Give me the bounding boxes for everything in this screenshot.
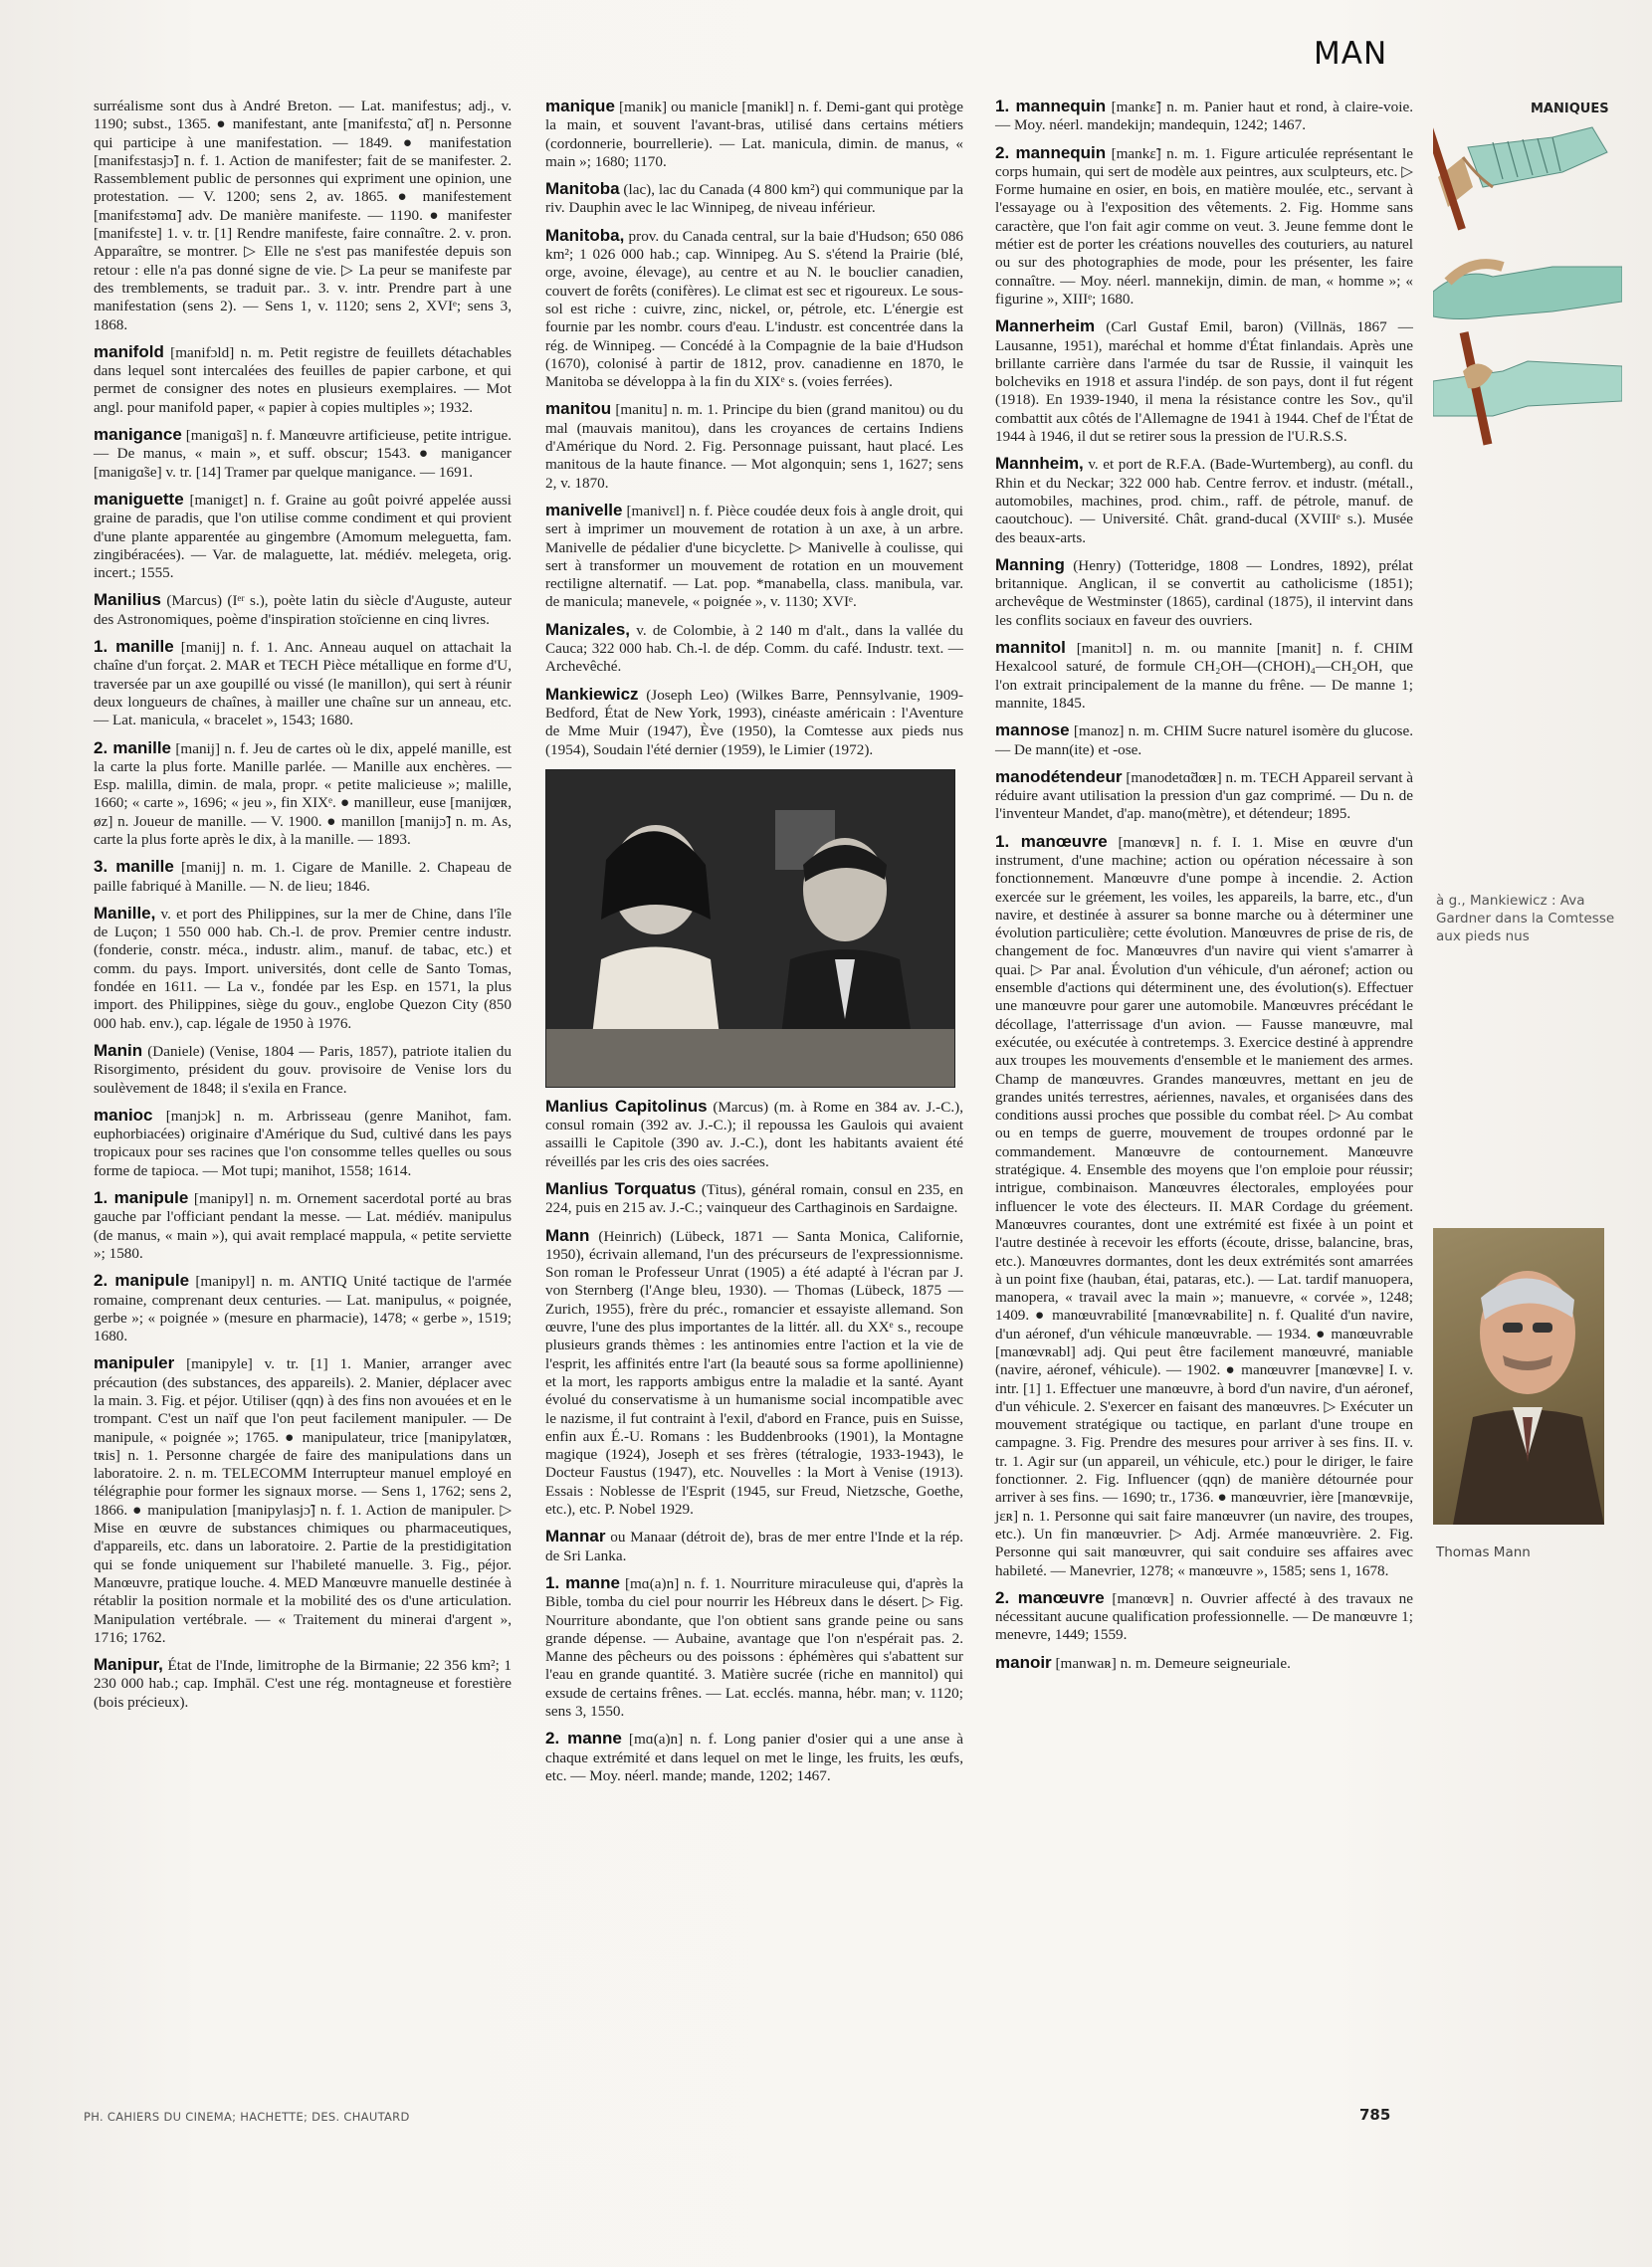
entry-headword: 2. manille <box>94 737 172 757</box>
entry-definition: [manigɑ̃s] n. f. Manœuvre artificieuse, petite intrigue. — De manus, « main », et suff. obscur; 1543. ● manigancer [manigɑ̃se] v. tr. [14] Tramer par quelque manigance. — 1691. <box>94 427 513 481</box>
entry-definition: v. et port des Philippines, sur la mer de Chine, dans l'île de Luçon; 1 550 000 hab. Ch.-l. de prov. Premier centre industr. (fonderie, constr. méca., industr. alim., manuf. de tabac, etc.) et comm. du pays. Import. universités, dont celle de Santo Tomas, fondée en 1611. — La v., fondée par les Esp. en 1571, la plus import. des Philippines, siège du gouv., englobe Quezon City (850 000 hab. env.), cap. légale de 1950 à 1976. <box>94 905 513 1032</box>
entry-headword: manigance <box>94 425 182 445</box>
entry-headword: Mannerheim <box>995 316 1096 336</box>
dictionary-entry <box>94 858 512 896</box>
dictionary-entry <box>545 502 963 612</box>
column-3 <box>995 98 1413 1682</box>
entry-headword: 3. manille <box>94 857 174 877</box>
dictionary-entry <box>94 591 512 629</box>
entry-definition: [manoz] n. m. CHIM Sucre naturel isomère du glucose. — De mann(ite) et -ose. <box>995 722 1413 758</box>
entry-headword: Manlius Capitolinus <box>545 1096 708 1116</box>
dictionary-entry <box>545 1227 963 1520</box>
entry-definition: [manjɔk] n. m. Arbrisseau (genre Manihot, fam. euphorbiacées) originaire d'Amérique du Sud, cultivé dans les pays tropicaux pour ses racines que l'on consomme telles quelles ou sous forme de tapioca. — Mot tupi; manihot, 1558; 1614. <box>94 1107 513 1179</box>
entry-headword: maniguette <box>94 489 184 509</box>
entry-headword: 1. mannequin <box>995 97 1107 115</box>
entry-headword: 1. manipule <box>94 1188 189 1208</box>
column-2 <box>545 98 963 1794</box>
dictionary-entry <box>94 98 512 334</box>
dictionary-entry <box>995 1654 1413 1673</box>
entry-headword: manodétendeur <box>995 766 1123 786</box>
entry-definition: [manij] n. f. 1. Anc. Anneau auquel on attachait la chaîne d'un forçat. 2. MAR et TECH Pièce métallique en forme d'U, traversée par un axe goupillé ou vissé (le manillon), qui sert à réunir deux longueurs de chaînes, à mailler une chaîne sur un anneau, etc. — Lat. manicula, « bracelet », 1543; 1680. <box>94 639 513 729</box>
entry-headword: 1. manille <box>94 637 174 657</box>
dictionary-entry <box>94 426 512 482</box>
entry-headword: manipuler <box>94 1353 175 1373</box>
dictionary-entry <box>995 721 1413 759</box>
dictionary-entry <box>995 455 1413 546</box>
entry-headword: manitou <box>545 399 612 419</box>
dictionary-entry <box>94 1042 512 1098</box>
entry-definition: [manitu] n. m. 1. Principe du bien (grand manitou) ou du mal (mauvais manitou), dans les croyances de certains Indiens d'Amérique du Nord. 2. Fig. Personnage puissant, haut placé. Les manitous de la haute finance. — Mot algonquin; sens 1, 1627; sens 2, v. 1870. <box>545 401 963 492</box>
entry-definition: [manwaʀ] n. m. Demeure seigneuriale. <box>1055 1654 1291 1672</box>
dictionary-entry <box>545 1730 963 1785</box>
dictionary-entry <box>995 317 1413 446</box>
entry-definition: [manifɔld] n. m. Petit registre de feuillets détachables dans lequel sont intercalées des feuilles de papier carbone, et qui permet de consigner des notes en plusieurs exemplaires. — Mot angl. pour manifold paper, « papier à copies multiples »; 1932. <box>94 343 513 416</box>
entry-definition: [manij] n. m. 1. Cigare de Manille. 2. Chapeau de paille fabriqué à Manille. — N. de lieu; 1846. <box>94 859 513 895</box>
entry-headword: manique <box>545 97 615 115</box>
entry-headword: Manizales, <box>545 619 631 639</box>
entry-definition: (Daniele) (Venise, 1804 — Paris, 1857), patriote italien du Risorgimento, président du gouv. provisoire de Venise lors du soulèvement de 1848; il s'exila en France. <box>94 1042 512 1097</box>
entry-headword: Mannheim, <box>995 454 1084 474</box>
entry-definition: [manigɛt] n. f. Graine au goût poivré appelée aussi graine de paradis, que l'on utilise comme condiment et qui provient d'une plante apparentée au gingembre (Amomum meleguetta, fam. zingibéracées). — Var. de malaguette, lat. médiév. melegeta, orig. incert.; 1555. <box>94 491 513 582</box>
dictionary-entry <box>545 400 963 492</box>
entry-headword: Mann <box>545 1225 590 1245</box>
entry-definition: (Joseph Leo) (Wilkes Barre, Pennsylvanie, 1909-Bedford, État de New York, 1993), cinéaste américain : l'Aventure de Mme Muir (1947), Ève (1950), la Comtesse aux pieds nus (1954), Soudain l'été dernier (1959), le Limier (1972). <box>545 686 964 758</box>
entry-headword: Manin <box>94 1040 143 1060</box>
dictionary-entry <box>94 905 512 1033</box>
thomas-mann-portrait <box>1433 1228 1604 1525</box>
entry-headword: 1. manne <box>545 1572 620 1592</box>
entry-definition: (Marcus) (Iᵉʳ s.), poète latin du siècle d'Auguste, auteur des Astronomiques, poème d'inspiration stoïcienne en cinq livres. <box>94 592 513 628</box>
entry-headword: Manning <box>995 554 1065 574</box>
dictionary-entry <box>94 1189 512 1263</box>
entry-definition: [manœvʀ] n. f. I. 1. Mise en œuvre d'un instrument, d'une machine; action ou opération nécessaire à son fonctionnement. Manœuvre d'une pompe à incendie. 2. Action exercée sur le gréement, les voiles, les appareils, la barre, etc., d'un navire, et destinée à assurer sa bonne marche ou à déterminer une évolution particulière; cette évolution. Manœuvres de prise de ris, de changement de foc. Manœuvres d'un navire qui vient s'amarrer à quai. ▷ Par anal. Évolution d'un véhicule, d'un aéronef; action ou ensemble d'actions qui déterminent une, des évolution(s). Effectuer une manœuvre pour garer une automobile. Manœuvres précédant le décollage, l'atterrissage d'un avion. — Fausse manœuvre, mal exécutée, ou exécutée à contretemps. 3. Exercice destiné à apprendre aux troupes les mouvements d'ensemble et le maniement des armes. Champ de manœuvres. Grandes manœuvres, mettant en jeu de grandes unités terrestres, aériennes, navales, et organisées dans des conditions aussi proches que possible du combat réel. ▷ Au combat ou en temps de guerre, mouvement de troupes ordonné par le commandement. Manœuvre de contournement. Manœuvre stratégique. 4. Ensemble des moyens que l'on emploie pour réussir; intrigue, combinaison. Manœuvres électorales, employées pour influencer le vote des électeurs. II. MAR Cordage du gréement. Manœuvres courantes, dont une extrémité est fixée à un point et l'autre destinée à recevoir les efforts (écoute, drisse, balancine, bras, etc.). Manœuvres dormantes, dont les deux extrémités sont amarrées à un point fixe (hauban, étai, pataras, etc.). — Lat. tardif manuopera, manopera, « travail avec la main »; manuevre, « corvée », 1248; 1409. ● manœuvrabilité [manœvʀabilite] n. f. Qualité d'un navire, d'un aéronef, d'un véhicule manœuvrable. — 1934. ● manœuvrable [manœvʀabl] adj. Qui peut être facilement manœuvré, maniable (navire, aéronef, véhicule). — 1902. ● manœuvrer [manœvʀe] I. v. intr. [1] 1. Effectuer une manœuvre, à bord d'un navire, d'un aéronef, d'un véhicule. 2. S'exercer en faisant des manœuvres. ▷ Exécuter un mouvement stratégique ou tactique, en parlant d'une troupe en campagne. 3. Fig. Prendre des mesures pour arriver à ses fins. II. v. tr. 1. Agir sur (un appareil, un véhicule, etc.) pour le diriger, le faire fonctionner. 2. Fig. Influencer (qqn) de manière détournée pour arriver à ses fins. — 1690; tr., 1736. ● manœuvrier, ière [manœvʀije, jɛʀ] n. 1. Personne qui sait faire manœuvrer (un navire, des troupes, etc.). Un fin manœuvrier. ▷ Adj. Armée manœuvrière. 2. Fig. Personne qui sait manœuvrer, qui sait conduire ses affaires avec habileté. — Manevrier, 1278; « manœuvre », 1585; sens 1, 1678. <box>995 833 1414 1579</box>
entry-definition: (Heinrich) (Lübeck, 1871 — Santa Monica, Californie, 1950), écrivain allemand, l'un des précurseurs de l'expressionnisme. Son roman le Professeur Unrat (1905) a été adapté à l'écran par J. von Sternberg (l'Ange bleu, 1930). — Thomas (Lübeck, 1875 — Zurich, 1955), frère du préc., romancier et essayiste allemand. Son œuvre, l'une des plus importantes de la littér. all. du XXᵉ s., recoupe plusieurs grands thèmes : les antinomies entre l'action et la vie de l'esprit, les affinités entre l'art (la beauté sous sa forme apollinienne) et la mort, les rapports ambigus entre la maladie et la santé. Ayant évolué du conservatisme à un humanisme social incompatible avec le nazisme, il fut contraint à l'exil, d'abord en France, puis en Suisse, enfin aux É.-U. Romans : les Buddenbrooks (1901), la Montagne magique (1924), Joseph et ses frères (tétralogie, 1933-1943), le Docteur Faustus (1947), etc. Nouvelles : la Mort à Venise (1913). Essais : Noblesse de l'Esprit (1945, sur Freud, Nietzsche, Goethe, etc.), etc. P. Nobel 1929. <box>545 1227 963 1519</box>
entry-headword: Manitoba <box>545 179 620 199</box>
dictionary-entry <box>545 1528 963 1565</box>
entry-headword: 2. manœuvre <box>995 1587 1105 1607</box>
entry-headword: Manitoba, <box>545 225 625 245</box>
dictionary-entry <box>545 227 963 392</box>
dictionary-entry <box>995 556 1413 630</box>
entry-definition: [manivɛl] n. f. Pièce coudée deux fois à angle droit, qui sert à imprimer un mouvement de rotation à un axe, à un arbre. Manivelle de pédalier d'une bicyclette. ▷ Manivelle à coulisse, qui sert à transformer un mouvement de rotation en un mouvement rectiligne alternatif. — Lat. pop. *manabella, class. manibula, var. de manicula; manevele, « poignée », v. 1130; XVIᵉ. <box>545 502 964 611</box>
entry-headword: 1. manœuvre <box>995 831 1108 851</box>
entry-definition: (lac), lac du Canada (4 800 km²) qui communique par la riv. Dauphin avec le lac Winnipeg, de niveau inférieur. <box>545 181 963 217</box>
entry-definition: [manik] ou manicle [manikl] n. f. Demi-gant qui protège la main, et souvent l'avant-bras, utilisé dans certains métiers (cordonnerie, bourrellerie). — Lat. manicula, dimin. de manus, « main »; 1680; 1170. <box>545 99 963 170</box>
entry-headword: manifold <box>94 341 164 361</box>
dictionary-entry <box>545 98 963 171</box>
entry-definition: v. de Colombie, à 2 140 m d'alt., dans la vallée du Cauca; 322 000 hab. Ch.-l. de dép. Comm. du café. Industr. text. — Archevêché. <box>545 621 963 676</box>
dictionary-entry <box>995 1589 1413 1645</box>
entry-definition: État de l'Inde, limitrophe de la Birmanie; 22 356 km²; 1 230 000 hab.; cap. Imphāl. C'est une rég. montagneuse et forestière (bois précieux). <box>94 1657 512 1711</box>
entry-headword: manoir <box>995 1652 1052 1672</box>
dictionary-entry <box>94 1107 512 1180</box>
entry-definition: (Titus), général romain, consul en 235, en 224, puis en 215 av. J.-C.; vainqueur des Carthaginois en Sardaigne. <box>545 1180 964 1217</box>
column-1 <box>94 98 512 1721</box>
entry-headword: Manilius <box>94 590 162 610</box>
entry-definition: v. et port de R.F.A. (Bade-Wurtemberg), au confl. du Rhin et du Neckar; 322 000 hab. Centre ferrov. et industr. (métall., automobiles, machines, prod. chim., raff. de pétrole, manuf. de caoutchouc). — Université. Chât. grand-ducal (XVIIIᵉ s.). Musée des beaux-arts. <box>995 456 1413 546</box>
running-head: MAN <box>1314 36 1388 72</box>
entry-definition: ou Manaar (détroit de), bras de mer entre l'Inde et la rép. de Sri Lanka. <box>545 1529 963 1564</box>
entry-headword: Mankiewicz <box>545 684 639 704</box>
film-still-photo <box>545 769 955 1088</box>
dictionary-entry <box>94 1354 512 1647</box>
entry-headword: mannose <box>995 721 1070 740</box>
entry-headword: Manille, <box>94 903 156 923</box>
entry-headword: Mannar <box>545 1527 606 1546</box>
entry-definition: [manipyle] v. tr. [1] 1. Manier, arranger avec précaution (des substances, des appareils). 2. Manier, déplacer avec la main. 3. Fig. et péjor. Utiliser (qqn) à des fins non avouées et en le trompant. C'est un naïf que l'on peut facilement manipuler. — De manipule, « poignée »; 1765. ● manipulateur, trice [manipylatœʀ, tʀis] n. 1. Personne chargée de faire des manipulations dans un laboratoire. 2. n. m. TELECOMM Interrupteur manuel employé en télégraphie pour former les signaux morse. — Sens 1, 1762; sens 2, 1866. ● manipulation [manipylasjɔ̃] n. f. 1. Action de manipuler. ▷ Mise en œuvre de substances chimiques ou pharmaceutiques, d'appareils, etc. dans un laboratoire. 2. Partie de la prestidigitation qui se fonde uniquement sur l'habileté manuelle. 3. Fig., péjor. Manœuvre, pratique louche. 4. MED Manœuvre manuelle destinée à rétablir la position normale et la mobilité des os d'une articulation. Manipulation vertébrale. — « Traitement du minerai d'argent », 1716; 1762. <box>94 1355 512 1646</box>
dictionary-entry <box>94 491 512 582</box>
dictionary-entry <box>94 739 512 850</box>
dictionary-entry <box>94 638 512 729</box>
entry-definition: [manipyl] n. m. Ornement sacerdotal porté au bras gauche par l'officiant pendant la messe. — Lat. médiév. manipulus (de manus, « main »), qui avait remplacé mappula, « petite serviette »; 1580. <box>94 1190 512 1262</box>
entry-headword: manioc <box>94 1105 153 1125</box>
maniques-illustration <box>1433 117 1622 446</box>
entry-definition: [manœvʀ] n. Ouvrier affecté à des travaux ne nécessitant aucune qualification professionnelle. — De manœuvre 1; menevre, 1449; 1559. <box>995 1589 1414 1644</box>
entry-definition: [manij] n. f. Jeu de cartes où le dix, appelé manille, est la carte la plus forte. Manille parlée. — Manille aux enchères. — Esp. malilla, dimin. de mala, propr. « petite malicieuse »; malille, 1660; « carte », 1696; « jeu », fin XIXᵉ. ● manilleur, euse [manijœʀ, øz] n. Joueur de manille. — V. 1900. ● manillon [manijɔ̃] n. m. As, carte la plus forte après le dix, à la manille. — 1893. <box>94 739 513 848</box>
dictionary-entry <box>995 833 1413 1580</box>
entry-definition: (Marcus) (m. à Rome en 384 av. J.-C.), consul romain (392 av. J.-C.); il repoussa les Gaulois qui avaient assailli le Capitole (390 av. J.-C.), dont les habitants avaient été réveillés par les cris des oies sacrées. <box>545 1098 964 1170</box>
entry-definition: (Henry) (Totteridge, 1808 — Londres, 1892), prélat britannique. Anglican, il se convertit au catholicisme (1851); archevêque de Westminster (1865), cardinal (1875), il intervint dans les conflits sociaux en faveur des ouvriers. <box>995 556 1413 629</box>
dictionary-entry <box>995 768 1413 824</box>
dictionary-entry <box>94 1656 512 1712</box>
entry-definition: [mankɛ̃] n. m. Panier haut et rond, à claire-voie. — Moy. néerl. mandekijn; mandequin, 1242; 1467. <box>995 99 1413 134</box>
dictionary-entry <box>995 144 1413 309</box>
entry-definition: [mankɛ̃] n. m. 1. Figure articulée représentant le corps humain, qui sert de modèle aux peintres, aux sculpteurs, etc. ▷ Forme humaine en osier, en bois, en matière moulée, etc., servant à l'essayage ou à l'exposition des vêtements. 2. Fig. Homme sans caractère, que l'on fait agir comme on veut. 3. Jeune femme dont le métier est de porter les créations nouvelles des couturiers, au naturel ou sur des photographies de mode, pour les présenter, les faire connaître. — Moy. néerl. mannekijn, dimin. de man, « homme »; « figurine », XIIIᵉ; 1680. <box>995 144 1413 308</box>
entry-definition: [manipyl] n. m. ANTIQ Unité tactique de l'armée romaine, comprenant deux centuries. — Lat. manipulus, « poignée, gerbe »; « poignée » (mesure en pharmacie), 1478; « gerbe », 1519; 1680. <box>94 1273 512 1345</box>
dictionary-entry <box>545 1180 963 1218</box>
page-number: 785 <box>1359 2106 1391 2124</box>
entry-headword: 2. mannequin <box>995 142 1107 162</box>
dictionary-entry <box>545 1098 963 1171</box>
entry-headword: 2. manne <box>545 1729 622 1749</box>
mankiewicz-caption: à g., Mankiewicz : Ava Gardner dans la Comtesse aux pieds nus <box>1436 893 1615 944</box>
entry-definition: [mɑ(a)n] n. f. Long panier d'osier qui a une anse à chaque extrémité et dans lequel on met le linge, les fruits, les œufs, etc. — Moy. néerl. mande; mande, 1202; 1467. <box>545 1731 963 1784</box>
dictionary-entry <box>545 621 963 677</box>
entry-headword: Manlius Torquatus <box>545 1178 697 1198</box>
dictionary-entry <box>545 180 963 218</box>
entry-definition: prov. du Canada central, sur la baie d'Hudson; 650 086 km²; 1 026 000 hab.; cap. Winnipeg. Au S. s'étend la Prairie (blé, orge, avoine, élevage), au centre et au N. le bouclier canadien, couvert de forêts (conifères). Le climat est sec et rigoureux. Le sous-sol est riche : cuivre, zinc, nickel, or, pétrole, etc. L'énergie est fournie par les nombr. cours d'eau. L'industr. est concentrée dans la rég. de Winnipeg. — Concédé à la Compagnie de la baie d'Hudson (1670), colonisé à partir de 1812, prov. canadienne en 1870, le Manitoba se développa à la fin du XIXᵉ s. (voies ferrées). <box>545 227 964 391</box>
entry-headword: mannitol <box>995 638 1066 658</box>
dictionary-entry <box>995 98 1413 135</box>
entry-definition: [mɑ(a)n] n. f. 1. Nourriture miraculeuse qui, d'après la Bible, tomba du ciel pour nourrir les Hébreux dans le désert. ▷ Fig. Nourriture abondante, que l'on obtient sans grande peine ou sans grande dépense. — Aubaine, avantage que l'on n'espérait pas. 2. Manne des pêcheurs ou des poissons : éphémères qui s'abattent sur l'eau en grande quantité. 3. Matière sucrée (riche en mannitol) qui exsude de certains frênes. — Lat. ecclés. manna, hébr. man; v. 1120; sens 3, 1550. <box>545 1574 964 1720</box>
dictionary-entry <box>545 686 963 759</box>
thomas-mann-caption: Thomas Mann <box>1436 1545 1531 1560</box>
entry-definition: [manitɔl] n. m. ou mannite [manit] n. f. CHIM Hexalcool saturé, de formule CH₂OH—(CHOH)₄—CH₂OH, que l'on extrait principalement de la manne du frêne. — De manne 1; mannite, 1845. <box>995 640 1414 712</box>
entry-definition: (Carl Gustaf Emil, baron) (Villnäs, 1867 — Lausanne, 1951), maréchal et homme d'État finlandais. Après une brillante carrière dans l'armée du tsar de Russie, il vainquit les bolcheviks en 1918 et assura l'indép. de son pays, dont il fut régent (1918). En 1939-1940, il mena la résistance contre les Sov., qu'il combattit aux côtés de l'Allemagne de 1941 à 1944. Chef de l'État de 1944 à 1946, il dut se retirer sous la pression de l'U.R.S.S. <box>995 318 1413 446</box>
entry-headword: 2. manipule <box>94 1271 190 1291</box>
maniques-label: MANIQUES <box>1531 102 1609 116</box>
dictionary-entry <box>545 1574 963 1721</box>
dictionary-entry <box>94 1272 512 1345</box>
entry-headword: manivelle <box>545 500 623 519</box>
photo-credit: PH. CAHIERS DU CINEMA; HACHETTE; DES. CHAUTARD <box>84 2110 410 2124</box>
entry-definition: surréalisme sont dus à André Breton. — Lat. manifestus; adj., v. 1190; subst., 1365. ● manifestant, ante [manifɛstɑ̃, ɑ̃t] n. Personne qui participe à une manifestation. — 1849. ● manifestation [manifɛstasjɔ̃] n. f. 1. Action de manifester; fait de se manifester. 2. Rassemblement public de personnes qui expriment une opinion, une protestation. — V. 1200; sens 2, av. 1865. ● manifestement [manifɛstəmɑ̃] adv. De manière manifeste. — 1190. ● manifester [manifɛste] 1. v. tr. [1] Rendre manifeste, faire connaître. 2. v. pron. Apparaître, se montrer. ▷ Elle ne s'est pas manifestée depuis son retour : elle n'a pas donné signe de vie. ▷ La peur se manifeste par des tremblements, se traduit par.. 3. v. intr. Prendre part à une manifestation (sens 2). — Sens 1, v. 1120; sens 2, XVIᵉ; sens 3, 1868. <box>94 98 512 333</box>
dictionary-entry <box>995 639 1413 713</box>
entry-definition: [manodetɑ̃dœʀ] n. m. TECH Appareil servant à réduire avant utilisation la pression d'un gaz comprimé. — Du n. de l'inventeur Mandet, d'ap. mano(mètre), et détendeur; 1895. <box>995 768 1413 823</box>
dictionary-entry <box>94 343 512 417</box>
entry-headword: Manipur, <box>94 1655 163 1675</box>
